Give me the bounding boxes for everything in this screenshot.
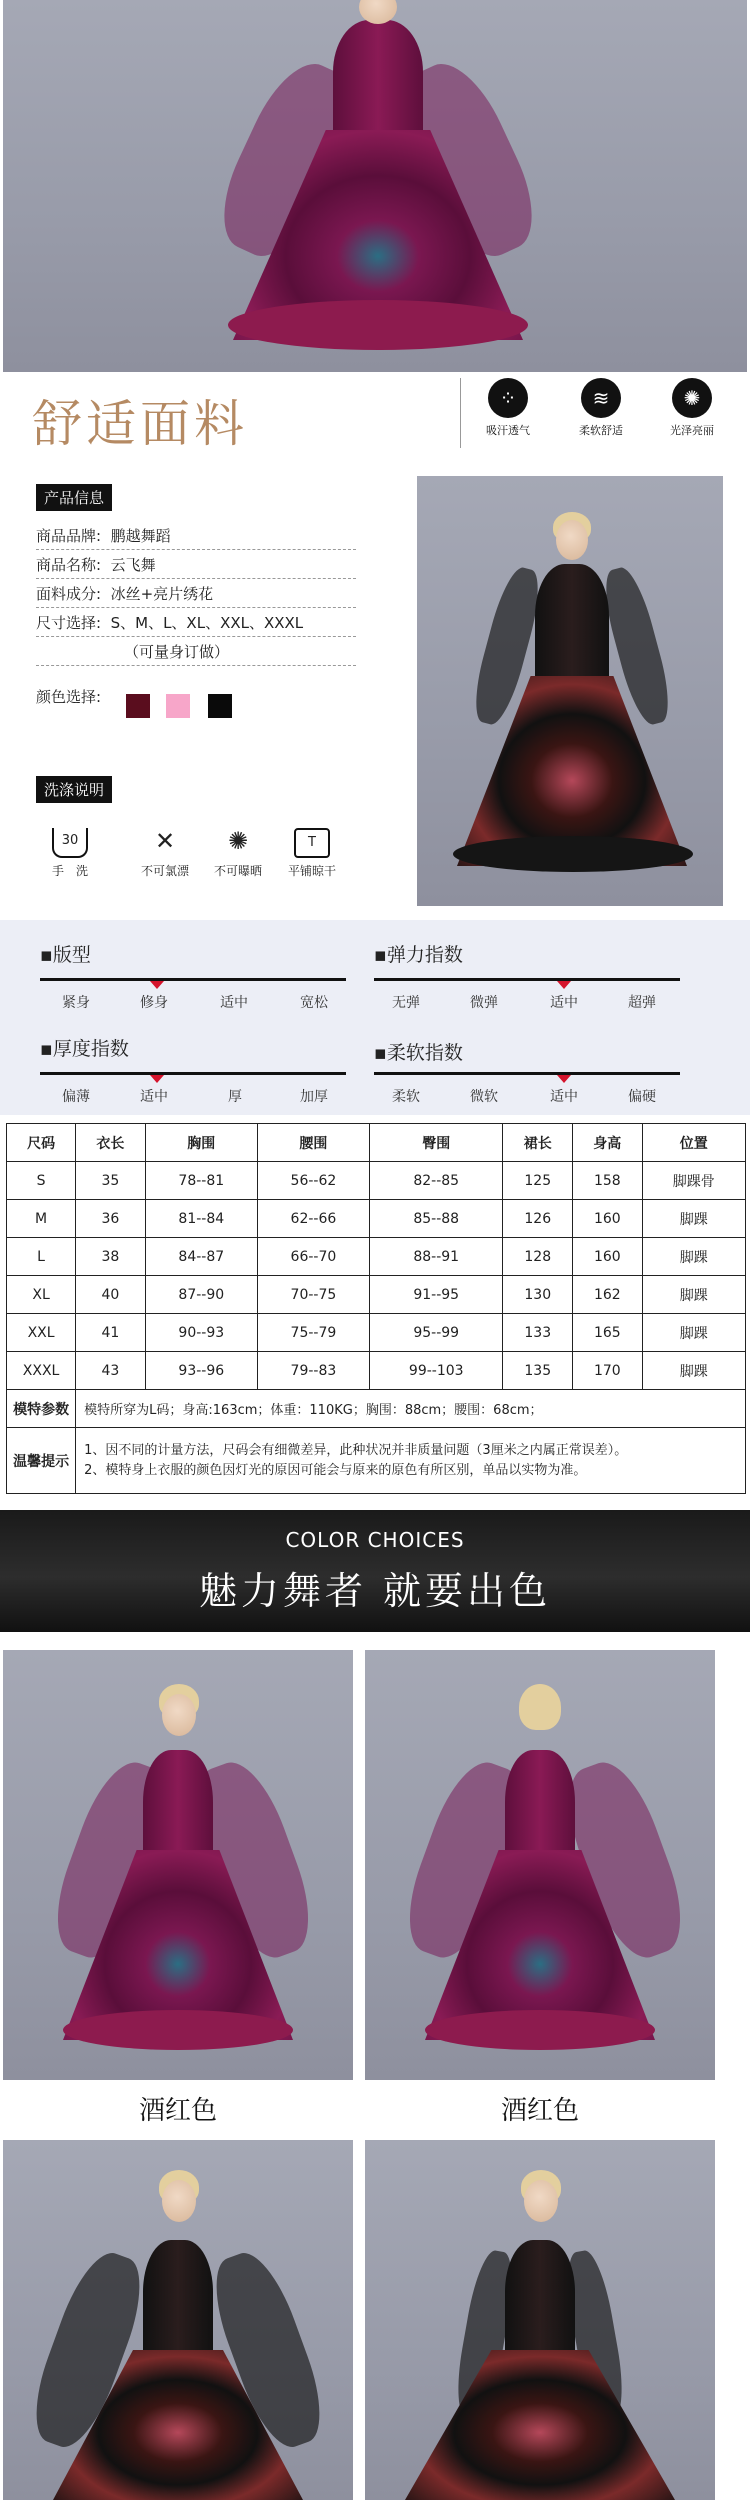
gallery-photo-4 (365, 2140, 715, 2500)
table-cell: 162 (573, 1276, 643, 1314)
table-cell: 170 (573, 1352, 643, 1390)
table-cell: 79--83 (257, 1352, 369, 1390)
tip-2: 2、模特身上衣服的颜色因灯光的原因可能会与原来的原色有所区别，单品以实物为准。 (84, 1462, 587, 1478)
table-cell: 126 (503, 1200, 573, 1238)
table-cell: 85--88 (369, 1200, 503, 1238)
table-cell: 70--75 (257, 1276, 369, 1314)
table-header-row: 尺码 衣长 胸围 腰围 臀围 裙长 身高 位置 (7, 1124, 746, 1162)
no-sun-icon: ✺ (227, 827, 249, 855)
table-cell: 125 (503, 1162, 573, 1200)
dress-shape (453, 836, 693, 872)
banner-title: 魅力舞者 就要出色 (198, 1569, 552, 1613)
hero-photo (3, 0, 747, 372)
gallery-caption-1: 酒红色 (138, 2096, 217, 2126)
table-cell: 78--81 (145, 1162, 257, 1200)
table-cell: 66--70 (257, 1238, 369, 1276)
info-row-name: 商品名称: 云飞舞 (36, 553, 356, 579)
table-cell: L (7, 1238, 76, 1276)
color-swatch-wine[interactable] (126, 694, 150, 718)
gallery-photo-1 (3, 1650, 353, 2080)
gallery-caption-2: 酒红色 (500, 2096, 579, 2126)
table-cell: 脚踝 (642, 1276, 745, 1314)
index-title-fit: ▪版型 (40, 944, 91, 966)
table-cell: 36 (76, 1200, 146, 1238)
divider (460, 378, 461, 448)
index-line-thickness (40, 1072, 346, 1075)
dress-shape (405, 2350, 675, 2500)
dress-shape (556, 520, 588, 560)
table-cell: 脚踝 (642, 1352, 745, 1390)
gallery-photo-2 (365, 1650, 715, 2080)
flat-dry-icon: T (294, 828, 330, 858)
index-marker-thickness (150, 1075, 164, 1083)
sweat-drops-icon: ⁘ (488, 378, 528, 418)
table-cell: 88--91 (369, 1238, 503, 1276)
feature-sweat: ⁘ 吸汗透气 (478, 378, 538, 438)
no-bleach-icon: ✕ (154, 827, 176, 855)
banner-subtitle: COLOR CHOICES (285, 1528, 465, 1552)
table-cell: 133 (503, 1314, 573, 1352)
dress-shape (524, 2180, 558, 2222)
index-line-elastic (374, 978, 680, 981)
table-cell: 38 (76, 1238, 146, 1276)
gallery-photo-3 (3, 2140, 353, 2500)
feature-soft: ≋ 柔软舒适 (571, 378, 631, 438)
table-row (7, 1352, 746, 1390)
table-cell: 160 (573, 1200, 643, 1238)
care-tag: 洗涤说明 (36, 776, 112, 803)
fabric-title: 舒适面料 (32, 395, 248, 453)
care-no-sun: ✺ 不可曝晒 (213, 827, 262, 878)
index-title-thickness: ▪厚度指数 (40, 1038, 129, 1060)
table-row (7, 1238, 746, 1276)
table-cell: XL (7, 1276, 76, 1314)
tips-row: 温馨提示 1、因不同的计量方法，尺码会有细微差异，此种状况并非质量问题（3厘米之内属正常误差）。 2、模特身上衣服的颜色因灯光的原因可能会与原来的原色有所区别，单品以实物为准。 (7, 1428, 746, 1494)
color-swatch-black[interactable] (208, 694, 232, 718)
table-cell: 91--95 (369, 1276, 503, 1314)
table-cell: 135 (503, 1352, 573, 1390)
table-row (7, 1276, 746, 1314)
dress-shape (535, 564, 609, 694)
size-table (6, 1123, 746, 1494)
table-cell: XXXL (7, 1352, 76, 1390)
table-cell: XXL (7, 1314, 76, 1352)
table-cell: 35 (76, 1162, 146, 1200)
dress-shape (228, 300, 528, 350)
table-cell: 脚踝 (642, 1200, 745, 1238)
table-cell: 128 (503, 1238, 573, 1276)
dress-shape (519, 1684, 561, 1730)
index-line-softness (374, 1072, 680, 1075)
table-cell: 87--90 (145, 1276, 257, 1314)
dress-shape (63, 2010, 293, 2050)
info-row-custom: （可量身订做） (36, 640, 356, 666)
info-row-size: 尺寸选择: S、M、L、XL、XXL、XXXL (36, 611, 356, 637)
hand-wash-icon: 30 (52, 828, 88, 858)
table-cell: 41 (76, 1314, 146, 1352)
table-cell: 43 (76, 1352, 146, 1390)
table-cell: 165 (573, 1314, 643, 1352)
table-cell: 90--93 (145, 1314, 257, 1352)
table-row (7, 1314, 746, 1352)
table-cell: 40 (76, 1276, 146, 1314)
product-info-tag: 产品信息 (36, 484, 112, 511)
table-cell: 脚踝 (642, 1314, 745, 1352)
index-marker-softness (557, 1075, 571, 1083)
table-cell: M (7, 1200, 76, 1238)
table-cell: 81--84 (145, 1200, 257, 1238)
feature-sparkle: ✺ 光泽亮丽 (662, 378, 722, 438)
table-cell: 脚踝 (642, 1238, 745, 1276)
sparkle-icon: ✺ (672, 378, 712, 418)
index-panel: ▪版型 紧身 修身 适中 宽松 ▪弹力指数 无弹 微弹 适中 超弹 ▪厚度指数 偏薄 适中 厚 加厚 ▪柔软指数 柔软 微软 适中 偏硬 (0, 920, 750, 1115)
table-cell: 82--85 (369, 1162, 503, 1200)
table-cell: 84--87 (145, 1238, 257, 1276)
table-row (7, 1162, 746, 1200)
color-label: 颜色选择: (36, 688, 102, 706)
table-row (7, 1200, 746, 1238)
table-cell: 130 (503, 1276, 573, 1314)
table-cell: 158 (573, 1162, 643, 1200)
info-row-brand: 商品品牌: 鹏越舞蹈 (36, 524, 356, 550)
table-cell: 160 (573, 1238, 643, 1276)
table-cell: 56--62 (257, 1162, 369, 1200)
table-cell: 脚踝骨 (642, 1162, 745, 1200)
table-cell: 95--99 (369, 1314, 503, 1352)
care-flat-dry: T 平铺晾干 (282, 828, 342, 879)
table-cell: S (7, 1162, 76, 1200)
table-cell: 93--96 (145, 1352, 257, 1390)
tip-1: 1、因不同的计量方法，尺码会有细微差异，此种状况并非质量问题（3厘米之内属正常误差）。 (84, 1442, 628, 1458)
index-marker-fit (150, 981, 164, 989)
table-cell (76, 1428, 746, 1494)
dress-shape (162, 1694, 196, 1736)
color-choices-banner (0, 1510, 750, 1632)
dress-shape (425, 2010, 655, 2050)
table-cell: 模特所穿为L码；身高:163cm；体重：110KG；胸围：88cm；腰围：68cm； (76, 1390, 746, 1428)
care-no-bleach: ✕ 不可氯漂 (140, 827, 189, 878)
table-cell: 62--66 (257, 1200, 369, 1238)
index-line-fit (40, 978, 346, 981)
care-hand-wash: 30 手 洗 (40, 828, 100, 879)
index-title-softness: ▪柔软指数 (374, 1042, 463, 1064)
soft-waves-icon: ≋ (581, 378, 621, 418)
index-title-elastic: ▪弹力指数 (374, 944, 463, 966)
model-photo (417, 476, 723, 906)
info-row-material: 面料成分: 冰丝+亮片绣花 (36, 582, 356, 608)
index-marker-elastic (557, 981, 571, 989)
model-params-row: 模特参数 模特所穿为L码；身高:163cm；体重：110KG；胸围：88cm；腰围：68cm； (7, 1390, 746, 1428)
table-cell: 75--79 (257, 1314, 369, 1352)
color-swatch-pink[interactable] (166, 694, 190, 718)
dress-shape (162, 2180, 196, 2222)
table-cell: 99--103 (369, 1352, 503, 1390)
